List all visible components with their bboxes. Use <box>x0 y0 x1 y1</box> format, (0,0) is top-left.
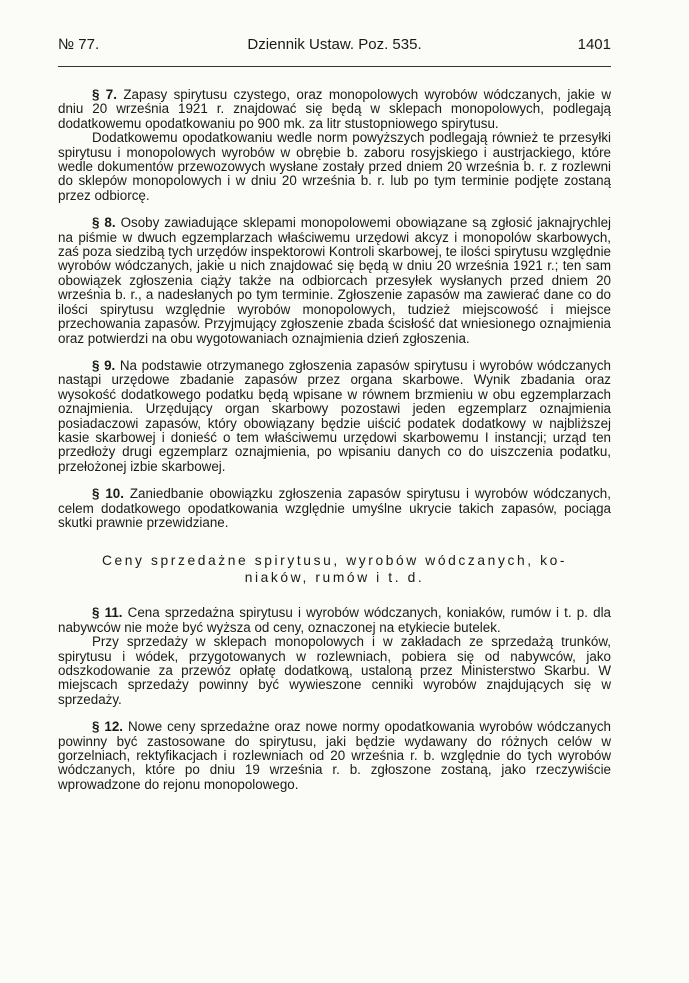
section-7-paragraph-1 <box>58 88 611 131</box>
section-9-number: § 9. <box>92 357 116 373</box>
section-8-text: Osoby zawiadujące sklepami monopolowemi obowiązane są zgłosić jaknajrychlej na piśmie w dwuch egzemplarzach właściwemu urzędowi akcyz i monopolów skarbowych, zaś poza siedzibą tych urzędów inspektorowi Kontroli skarbowej, te ilości spirytusu względnie wyrobów wódczanych, jakie u nich znajdować się będą w dniu 20 września 1921 r.; ten sam obowiązek zgłoszenia ciąży także na odbiorcach przesyłek wysłanych przed dniem 20 września b. r., a nadesłanych po tym terminie. Zgłoszenie zapasów ma zawierać dane co do ilości spirytusu względnie wyrobów monopolowych, tudzież miejscowość i miejsce przechowania zapasów. Przyjmujący zgłoszenie zbada ścisłość dat wniesionego oznajmienia oraz potwierdzi na obu wygotowaniach oznajmienia dzień zgłoszenia. <box>58 215 611 346</box>
section-7-number: § 7. <box>92 87 117 102</box>
section-heading <box>58 552 611 586</box>
section-7-text-1: Zapasy spirytusu czystego, oraz monopolowych wyrobów wódczanych, jakie w dniu 20 września 1921 r. znajdować się będą w sklepach monopolowych, podlegają dodatkowemu opodatkowaniu po 900 mk. za litr stustopniowego spirytusu. <box>58 87 611 131</box>
section-10-text: Zaniedbanie obowiązku zgłoszenia zapasów spirytusu i wyrobów wódczanych, celem dodatkowego opodatkowania względnie umyślne ukrycie takich zapasów, pociąga skutki prawnie przewidziane. <box>58 486 611 530</box>
section-12-text: Nowe ceny sprzedażne oraz nowe normy opodatkowania wyrobów wódczanych powinny być zastosowane do spirytusu, jaki będzie wydawany do różnych celów w gorzelniach, rektyfikacjach i rozlewniach od 20 września r. b. względnie do tych wyrobów wódczanych, które po dniu 19 września r. b. zgłoszone zostaną, jako rzeczywiście wprowadzone do rejonu monopolowego. <box>58 719 611 792</box>
page-header <box>58 36 611 62</box>
section-8-number: § 8. <box>92 215 116 231</box>
section-9-text: Na podstawie otrzymanego zgłoszenia zapasów spirytusu i wyrobów wódczanych nastąpi urzędowe zbadanie zapasów przez organa skarbowe. Wynik zbadania oraz wysokość dodatkowego podatku będą wpisane w równem brzmieniu w obu egzemplarzach oznajmienia. Urzędujący organ skarbowy pozostawi jeden egzemplarz oznajmienia posiadaczowi zapasów, który obowiązany będzie uiścić podatek dodatkowy w najbliższej kasie skarbowej i donieść o tem właściwemu urzędowi skarbowemu I instancji; urząd ten przedłoży drugi egzemplarz oznajmienia, po wpisaniu danych co do uiszczenia podatku, przełożonej izbie skarbowej. <box>58 357 611 474</box>
section-12-paragraph <box>58 720 611 792</box>
section-10-paragraph <box>58 487 611 530</box>
document-body <box>58 88 611 792</box>
section-11-paragraph-1 <box>58 606 611 635</box>
section-9-paragraph <box>58 359 611 474</box>
section-12-number: § 12. <box>92 719 123 735</box>
header-rule <box>58 66 611 67</box>
section-11-text-1: Cena sprzedażna spirytusu i wyrobów wódczanych, koniaków, rumów i t. p. dla nabywców nie może być wyższa od ceny, oznaczonej na etykiecie butelek. <box>58 605 611 635</box>
section-11-number: § 11. <box>92 605 123 621</box>
issue-number: № 77. <box>58 36 100 53</box>
section-11-paragraph-2: Przy sprzedaży w sklepach monopolowych i w zakładach ze sprzedażą trunków, spirytusu i wódek, przygotowanych w rozlewniach, pobiera się od nabywców, jako odszkodowanie za przewóz opłatę dodatkową, ustaloną przez Ministerstwo Skarbu. W miejscach sprzedaży powinny być wywieszone cenniki wyrobów znajdujących się w sprzedaży. <box>58 634 611 707</box>
section-10-number: § 10. <box>92 486 124 502</box>
section-8-paragraph <box>58 216 611 346</box>
section-7-paragraph-2: Dodatkowemu opodatkowaniu wedle norm powyższych podlegają również te przesyłki spirytusu i monopolowych wyrobów w obrębie b. zaboru rosyjskiego i austrjackiego, które wedle dokumentów przewozowych wysłane zostały przed dniem 20 września b. r. z rozlewni do sklepów monopolowych i w dniu 20 września b. r. lub po tym terminie podjęte zostaną przez odbiorcę. <box>58 130 611 203</box>
journal-title: Dziennik Ustaw. Poz. 535. <box>247 36 422 53</box>
section-heading-line-1: Ceny sprzedażne spirytusu, wyrobów wódczanych, ko- <box>101 553 568 569</box>
section-heading-line-2: niaków, rumów i t. d. <box>244 570 425 586</box>
page-number: 1401 <box>577 36 611 53</box>
